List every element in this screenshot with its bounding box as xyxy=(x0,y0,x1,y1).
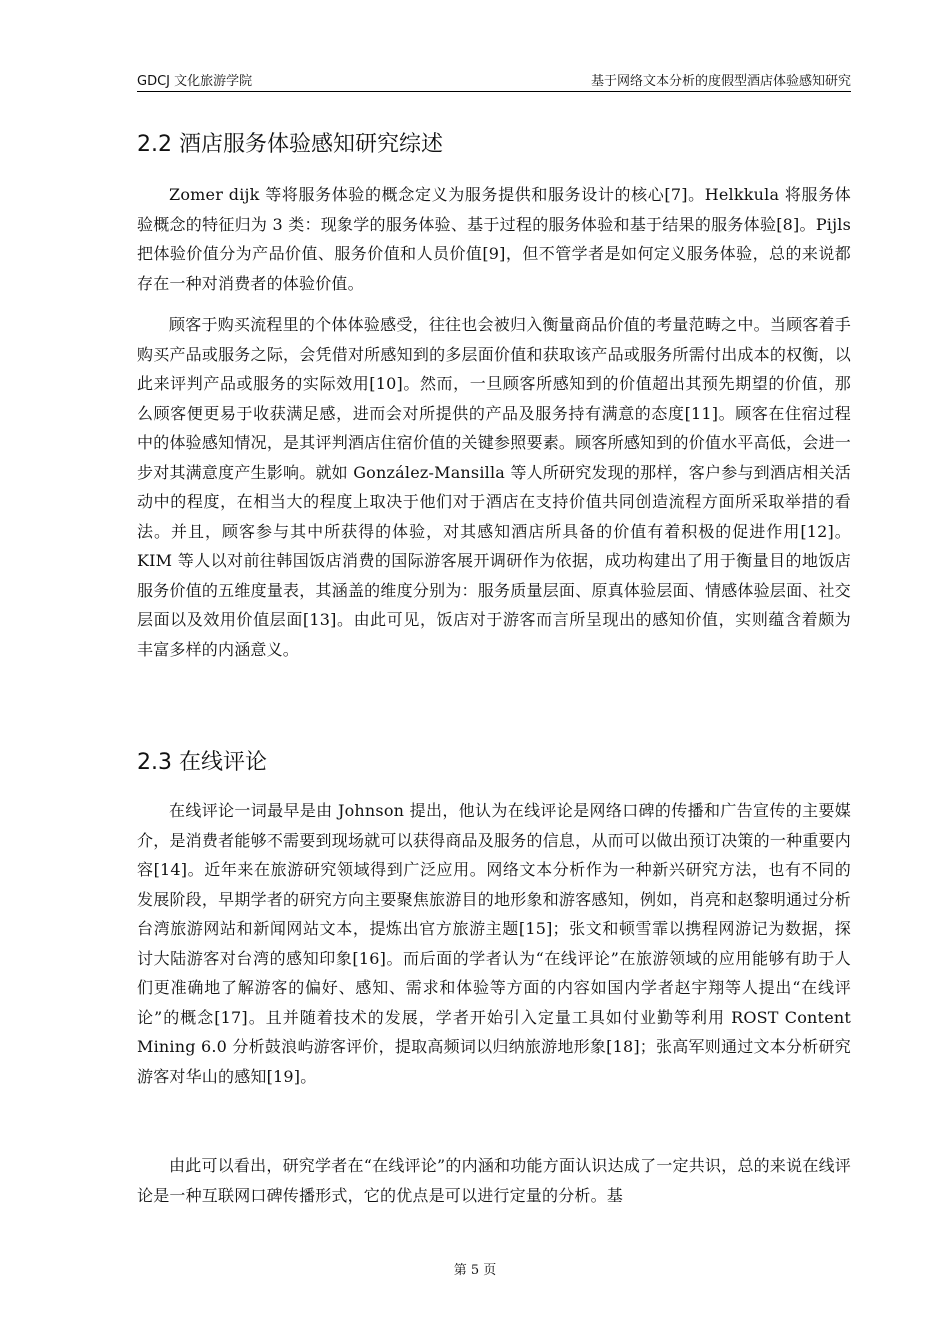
section-heading-2-3: 2.3 在线评论 xyxy=(137,750,267,775)
header-paper-title: 基于网络文本分析的度假型酒店体验感知研究 xyxy=(590,74,851,89)
section-heading-2-2: 2.2 酒店服务体验感知研究综述 xyxy=(137,132,443,157)
section-2-2-paragraph-1: Zomer dijk 等将服务体验的概念定义为服务提供和服务设计的核心[7]。Helkkula 将服务体验概念的特征归为 3 类：现象学的服务体验、基于过程的服务体验和基于结果的服务体验[8]。Pijls 把体验价值分为产品价值、服务价值和人员价值[9]，但不管学者是如何定义服务体验，总的来说都存在一种对消费者的体验价值。 xyxy=(137,185,851,293)
header-institution: GDCJ 文化旅游学院 xyxy=(137,74,253,89)
page-number: 第 5 页 xyxy=(453,1263,497,1278)
section-2-3-paragraph-1: 在线评论一词最早是由 Johnson 提出，他认为在线评论是网络口碑的传播和广告宣传的主要媒介，是消费者能够不需要到现场就可以获得商品及服务的信息，从而可以做出预订决策的一种重要内容[14]。近年来在旅游研究领域得到广泛应用。网络文本分析作为一种新兴研究方法，也有不同的发展阶段，早期学者的研究方向主要聚焦旅游目的地形象和游客感知，例如，肖亮和赵黎明通过分析台湾旅游网站和新闻网站文本，提炼出官方旅游主题[15]；张文和顿雪霏以携程网游记为数据，探讨大陆游客对台湾的感知印象[16]。而后面的学者认为“在线评论”在旅游领域的应用能够有助于人们更准确地了解游客的偏好、感知、需求和体验等方面的内容如国内学者赵宇翔等人提出“在线评论”的概念[17]。且并随着技术的发展，学者开始引入定量工具如付业勤等利用 ROST Content Mining 6.0 分析鼓浪屿游客评价，提取高频词以归纳旅游地形象[18]；张高军则通过文本分析研究游客对华山的感知[19]。 xyxy=(137,801,851,1086)
section-2-2-paragraph-2: 顾客于购买流程里的个体体验感受，往往也会被归入衡量商品价值的考量范畴之中。当顾客着手购买产品或服务之际，会凭借对所感知到的多层面价值和获取该产品或服务所需付出成本的权衡，以此来评判产品或服务的实际效用[10]。然而，一旦顾客所感知到的价值超出其预先期望的价值，那么顾客便更易于收获满足感，进而会对所提供的产品及服务持有满意的态度[11]。顾客在住宿过程中的体验感知情况，是其评判酒店住宿价值的关键参照要素。顾客所感知到的价值水平高低，会进一步对其满意度产生影响。就如 González-Mansilla 等人所研究发现的那样，客户参与到酒店相关活动中的程度，在相当大的程度上取决于他们对于酒店在支持价值共同创造流程方面所采取举措的看法。并且，顾客参与其中所获得的体验，对其感知酒店所具备的价值有着积极的促进作用[12]。KIM 等人以对前往韩国饭店消费的国际游客展开调研作为依据，成功构建出了用于衡量目的地饭店服务价值的五维度量表，其涵盖的维度分别为：服务质量层面、原真体验层面、情感体验层面、社交层面以及效用价值层面[13]。由此可见，饭店对于游客而言所呈现出的感知价值，实则蕴含着颇为丰富多样的内涵意义。 xyxy=(137,315,851,659)
section-2-3-paragraph-2: 由此可以看出，研究学者在“在线评论”的内涵和功能方面认识达成了一定共识，总的来说在线评论是一种互联网口碑传播形式，它的优点是可以进行定量的分析。基 xyxy=(137,1156,851,1205)
header-divider xyxy=(137,91,851,92)
page-header xyxy=(137,70,851,92)
